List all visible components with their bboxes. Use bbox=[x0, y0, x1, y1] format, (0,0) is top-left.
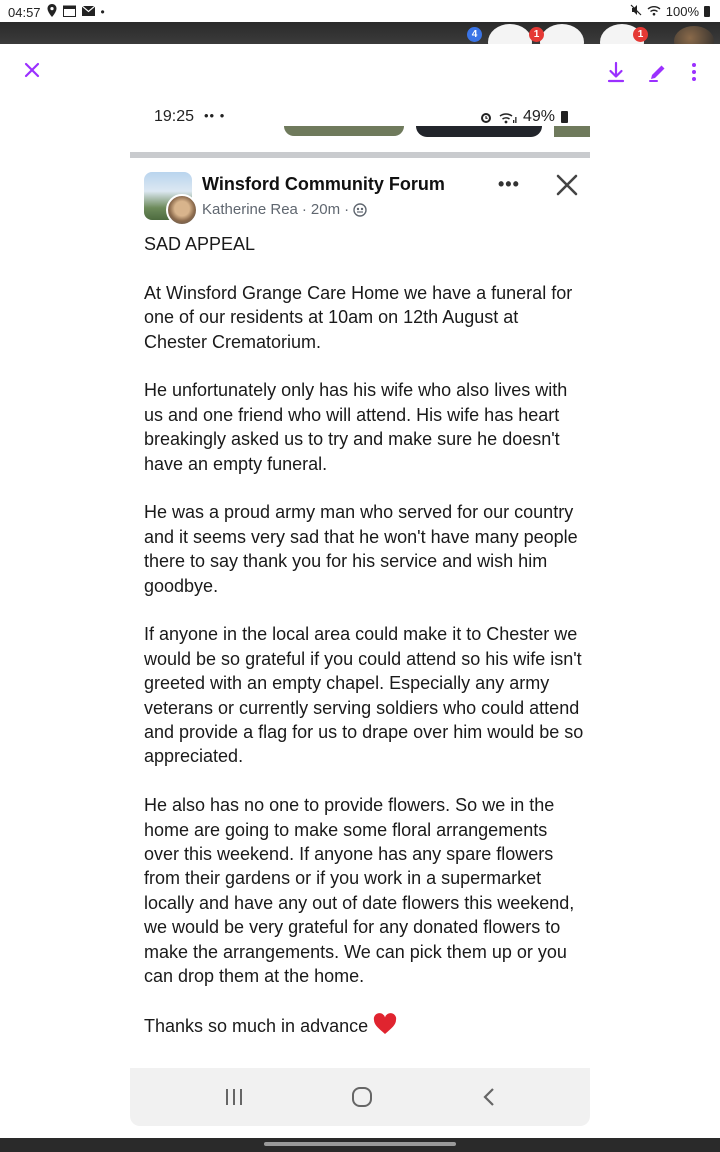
kebab-menu-icon bbox=[691, 62, 697, 82]
back-chevron-icon bbox=[478, 1086, 502, 1108]
shared-screenshot bbox=[130, 100, 590, 1128]
download-icon bbox=[606, 61, 626, 83]
post-meta bbox=[202, 201, 367, 218]
close-viewer-button[interactable] bbox=[22, 60, 42, 80]
inner-status-bar bbox=[130, 100, 590, 136]
post-paragraph: SAD APPEAL bbox=[144, 234, 256, 254]
inner-battery-text: 49% bbox=[522, 108, 555, 125]
post-time[interactable]: 20m bbox=[310, 201, 341, 218]
post-paragraph: He unfortunately only has his wife who also lives with us and one friend who will attend. His wife has heart breakingly asked us to try and make sure he doesn't have an empty funeral. bbox=[144, 380, 568, 474]
pencil-icon bbox=[648, 62, 668, 82]
avatar[interactable] bbox=[674, 26, 714, 44]
author-avatar[interactable] bbox=[166, 194, 198, 226]
inner-time: 19:25 bbox=[154, 108, 195, 125]
download-button[interactable] bbox=[602, 58, 630, 86]
post-paragraph: At Winsford Grange Care Home we have a funeral for one of our residents at 10am on 12th August at Chester Crematorium. bbox=[144, 282, 573, 352]
calendar-icon bbox=[63, 5, 76, 20]
post-paragraph: He was a proud army man who served for our country and it seems very sad that he won't have many people there to say thank you for his service and wish him goodbye. bbox=[144, 502, 578, 596]
post-close-button[interactable] bbox=[554, 172, 582, 200]
post-paragraph: He also has no one to provide flowers. So we in the home are going to make some floral arrangements over this weekend. If anyone has any spare flowers from their gardens or if you work in a supermarket locally and have any out of date flowers this weekend, we would be very grateful for any donated flowers to make the arrangements. We can pick them up or you can drop them at the home. bbox=[144, 795, 575, 987]
location-icon bbox=[47, 4, 57, 20]
red-heart-icon bbox=[373, 1013, 397, 1035]
post-closing-text: Thanks so much in advance bbox=[144, 1015, 369, 1036]
alarm-icon bbox=[479, 110, 493, 124]
tab-badge: 1 bbox=[633, 27, 648, 42]
tab-badge: 4 bbox=[467, 27, 482, 42]
mail-icon bbox=[82, 6, 95, 19]
tab-thumbnail[interactable] bbox=[488, 24, 532, 44]
author-name[interactable]: Katherine Rea bbox=[202, 201, 298, 218]
post-text bbox=[144, 232, 584, 1038]
story-thumbnail[interactable] bbox=[284, 126, 404, 136]
edit-button[interactable] bbox=[644, 58, 672, 86]
device-status-bar bbox=[0, 0, 720, 22]
post-paragraph: If anyone in the local area could make it to Chester we would be so grateful if you could attend so his wife isn't greeted with an empty chapel. Especially any army veterans or currently serving soldiers who could attend and provide a flag for us to drape over him would be so appreciated. bbox=[144, 624, 584, 767]
recent-apps-icon bbox=[222, 1086, 246, 1108]
battery-icon bbox=[704, 6, 710, 17]
notification-dot-icon: • bbox=[100, 4, 105, 19]
app-tab-strip bbox=[0, 22, 720, 44]
story-thumbnail[interactable] bbox=[416, 126, 542, 137]
mute-icon bbox=[630, 4, 642, 19]
signal-icon bbox=[499, 111, 517, 124]
tab-thumbnail[interactable] bbox=[540, 24, 584, 44]
tab-badge: 1 bbox=[529, 27, 544, 42]
meta-separator: · bbox=[344, 201, 350, 218]
post-more-button[interactable]: ••• bbox=[498, 174, 520, 194]
gesture-home-handle[interactable] bbox=[264, 1142, 456, 1146]
wifi-icon bbox=[647, 5, 661, 19]
story-thumbnails bbox=[154, 126, 590, 140]
device-time: 04:57 bbox=[8, 4, 41, 20]
inner-battery-icon bbox=[561, 111, 568, 123]
close-icon bbox=[22, 60, 42, 80]
story-thumbnail[interactable] bbox=[554, 126, 590, 137]
group-name[interactable]: Winsford Community Forum bbox=[202, 174, 445, 194]
public-globe-icon bbox=[353, 203, 367, 217]
back-button[interactable] bbox=[478, 1086, 506, 1110]
close-icon bbox=[554, 172, 580, 198]
post-closing-line bbox=[144, 1013, 584, 1038]
recent-apps-button[interactable] bbox=[222, 1086, 250, 1110]
divider bbox=[130, 152, 590, 158]
more-options-button[interactable] bbox=[680, 58, 708, 86]
home-button[interactable] bbox=[350, 1086, 378, 1110]
post-header bbox=[144, 172, 584, 224]
meta-separator: · bbox=[301, 201, 307, 218]
image-viewer-toolbar bbox=[0, 44, 720, 100]
inner-notification-indicators: •• • bbox=[204, 108, 226, 123]
device-battery-text: 100% bbox=[665, 4, 699, 19]
inner-navigation-bar bbox=[130, 1068, 590, 1126]
home-icon bbox=[350, 1086, 374, 1108]
